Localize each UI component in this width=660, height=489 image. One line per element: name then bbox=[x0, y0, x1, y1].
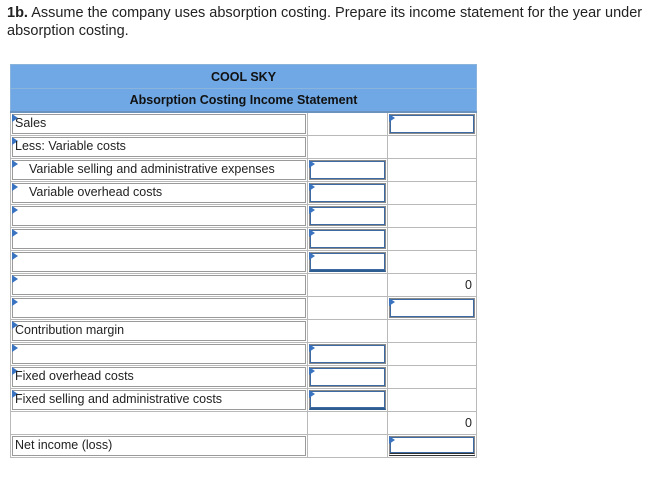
net-income-label-cell[interactable] bbox=[11, 435, 308, 458]
blank-label-cell-5[interactable] bbox=[11, 343, 308, 366]
blank-label-cell-1[interactable] bbox=[11, 205, 308, 228]
blank-input-2[interactable] bbox=[307, 228, 388, 251]
net-income-input[interactable] bbox=[388, 435, 477, 458]
blank-input-1[interactable] bbox=[307, 205, 388, 228]
income-statement-table bbox=[10, 64, 477, 458]
question-text bbox=[7, 4, 655, 40]
fixed-overhead-label-cell[interactable] bbox=[11, 366, 308, 389]
question-number: 1b. bbox=[7, 5, 28, 21]
blank-amount-input-4[interactable] bbox=[388, 297, 477, 320]
blank-input-5[interactable] bbox=[307, 343, 388, 366]
blank-label-cell-3[interactable] bbox=[11, 251, 308, 274]
var-overhead-input[interactable] bbox=[307, 182, 388, 205]
fixed-selling-admin-label-cell[interactable] bbox=[11, 389, 308, 412]
total-variable-value: 0 bbox=[465, 278, 472, 292]
total-variable-value-cell bbox=[388, 274, 477, 297]
sales-amount-input[interactable] bbox=[388, 112, 477, 136]
var-selling-admin-input[interactable] bbox=[307, 159, 388, 182]
question-body: Assume the company uses absorption costing. Prepare its income statement for the year under absorption costing. bbox=[7, 5, 643, 39]
net-income-label: Net income (loss) bbox=[15, 438, 113, 452]
fixed-selling-admin-input[interactable] bbox=[307, 389, 388, 412]
statement-title: Absorption Costing Income Statement bbox=[11, 89, 477, 113]
contribution-margin-label-cell[interactable] bbox=[11, 320, 308, 343]
fixed-overhead-input[interactable] bbox=[307, 366, 388, 389]
less-variable-label-cell[interactable] bbox=[11, 136, 308, 159]
total-fixed-value: 0 bbox=[465, 416, 472, 430]
sales-label: Sales bbox=[15, 116, 47, 130]
total-variable-label-cell[interactable] bbox=[11, 274, 308, 297]
blank-label-cell-4[interactable] bbox=[11, 297, 308, 320]
fixed-overhead-label: Fixed overhead costs bbox=[15, 369, 134, 383]
total-fixed-value-cell bbox=[388, 412, 477, 435]
blank-input-3[interactable] bbox=[307, 251, 388, 274]
var-overhead-label-cell[interactable] bbox=[11, 182, 308, 205]
company-name: COOL SKY bbox=[11, 65, 477, 89]
contribution-margin-label: Contribution margin bbox=[15, 323, 125, 337]
var-selling-admin-label: Variable selling and administrative expenses bbox=[29, 162, 275, 176]
blank-label-cell-2[interactable] bbox=[11, 228, 308, 251]
less-variable-label: Less: Variable costs bbox=[15, 139, 126, 153]
var-overhead-label: Variable overhead costs bbox=[29, 185, 163, 199]
var-selling-admin-label-cell[interactable] bbox=[11, 159, 308, 182]
fixed-selling-admin-label: Fixed selling and administrative costs bbox=[15, 392, 223, 406]
sales-label-cell[interactable] bbox=[11, 112, 308, 136]
